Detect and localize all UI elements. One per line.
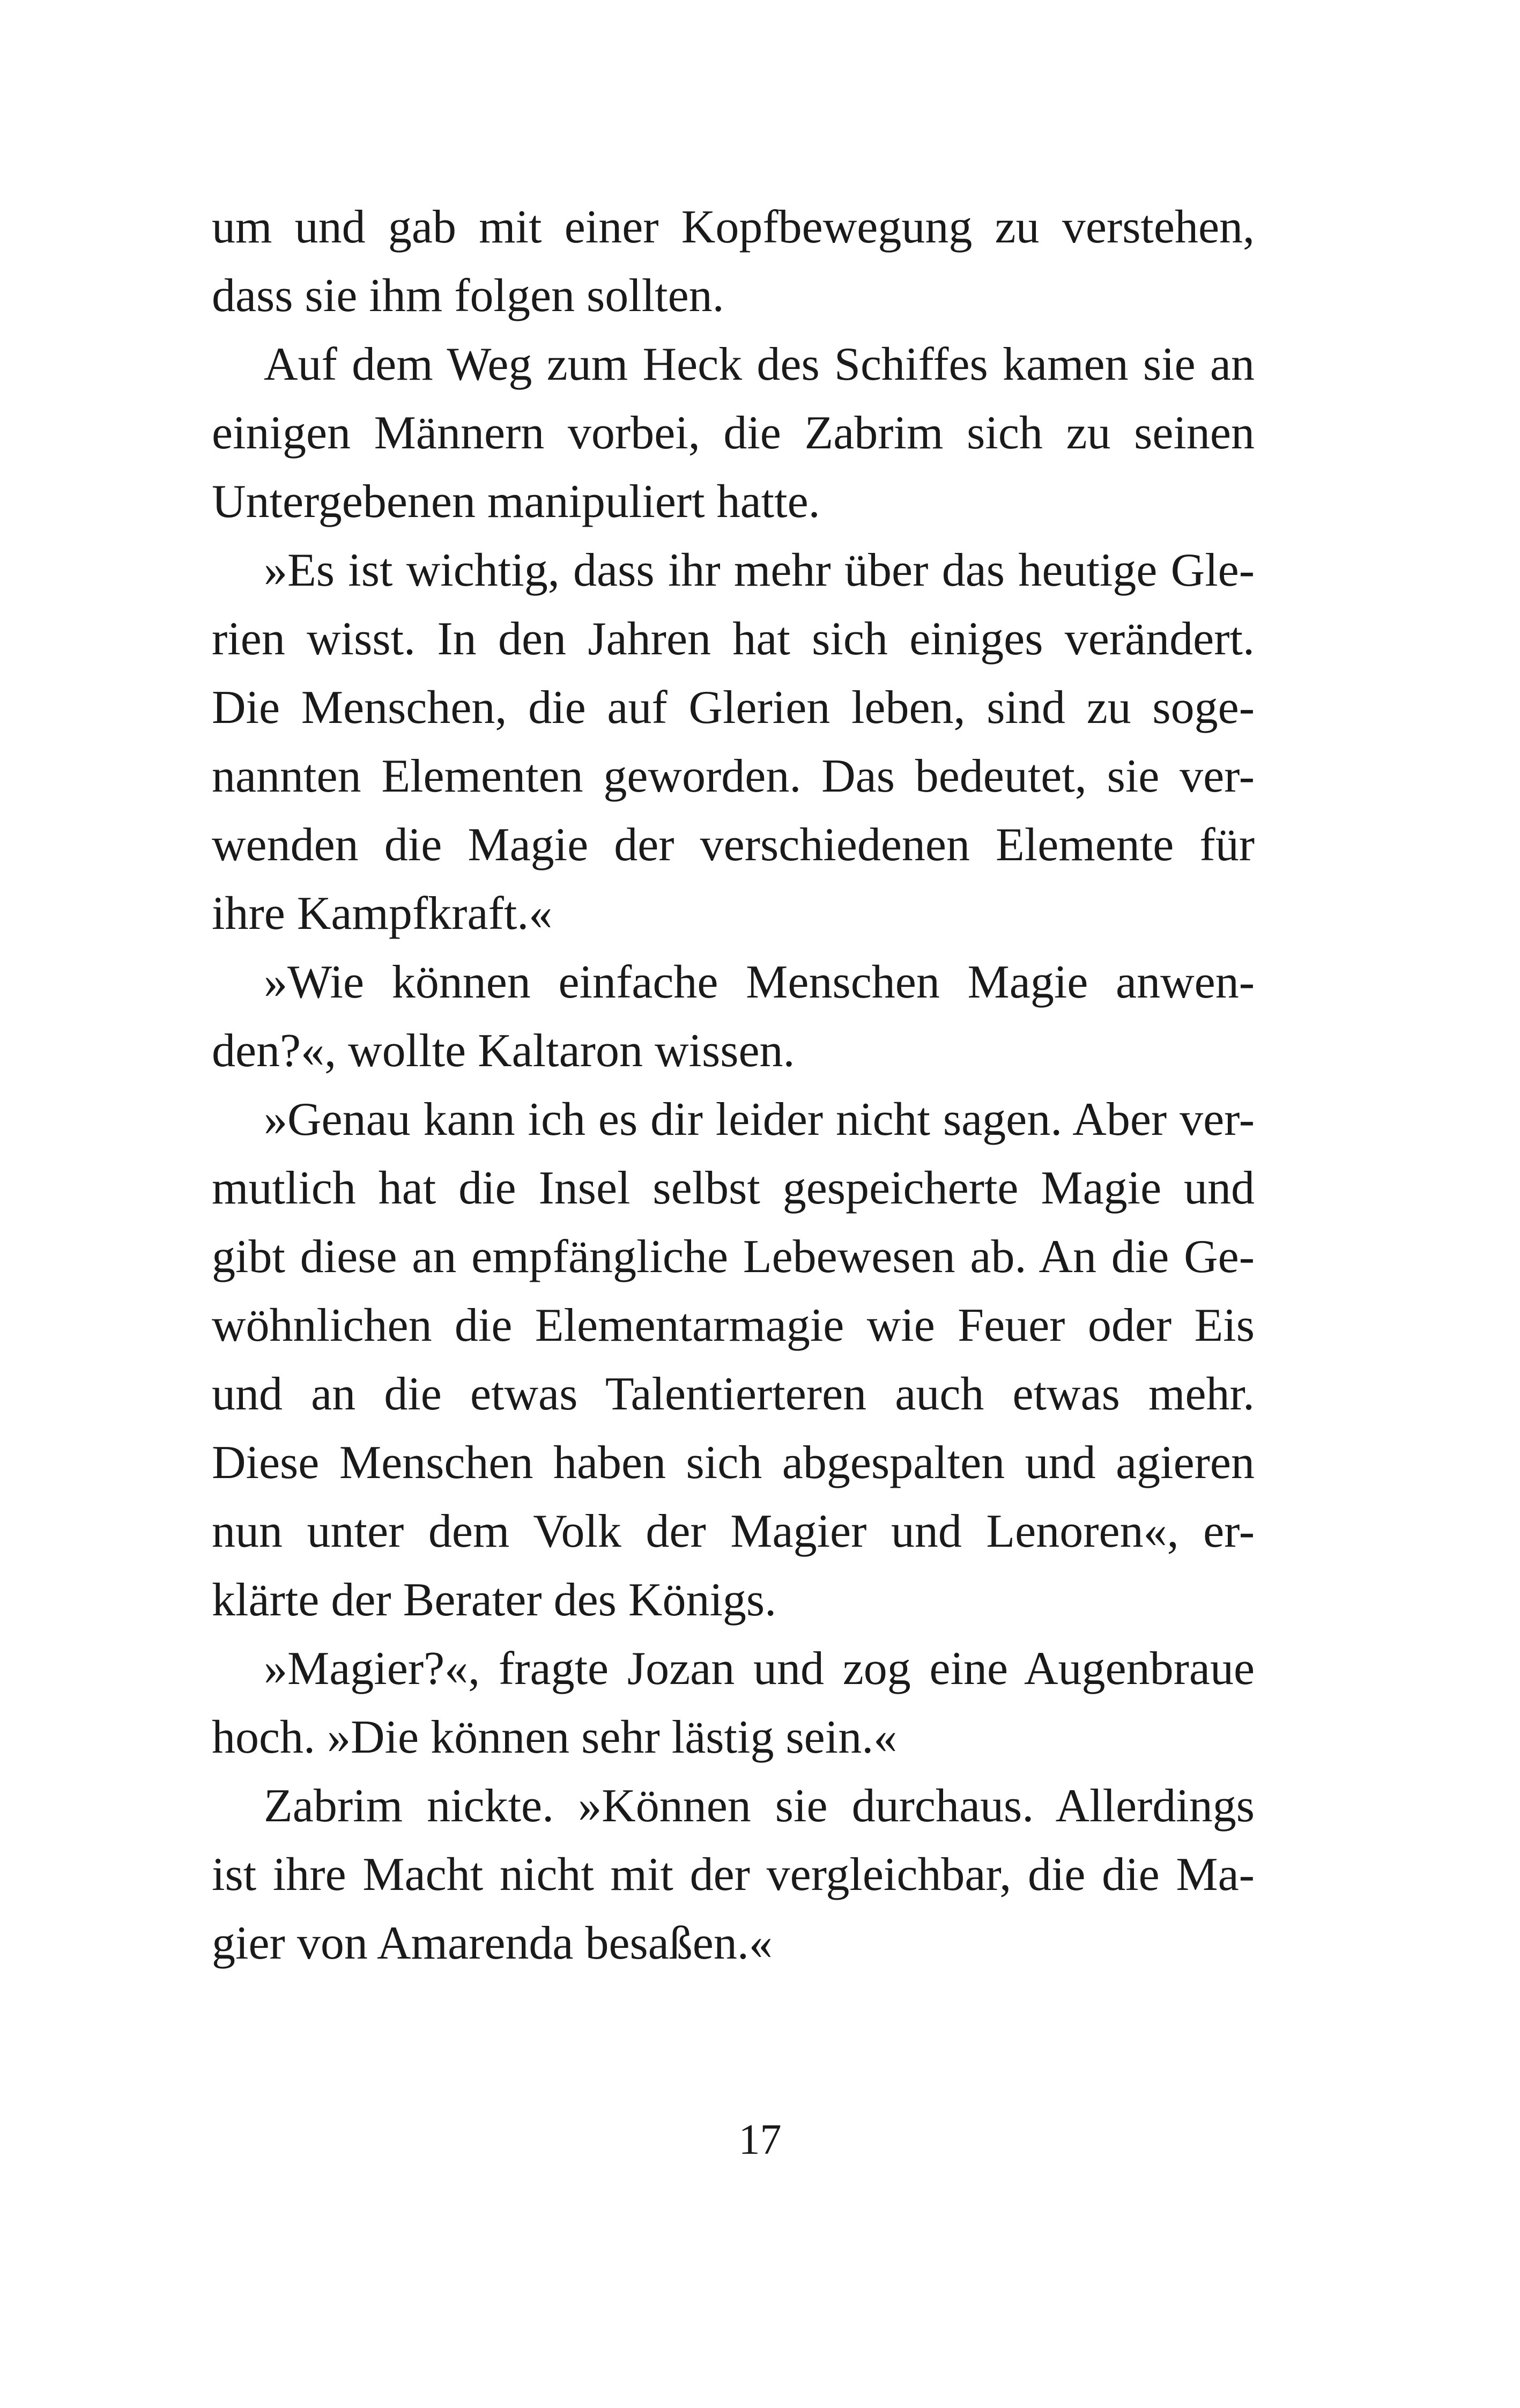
text-line: den?«, wollte Kaltaron wissen. <box>212 1025 795 1077</box>
text-line: dass sie ihm folgen sollten. <box>212 270 724 322</box>
text-line: hoch. »Die können sehr lästig sein.« <box>212 1711 898 1763</box>
text-line: Die Menschen, die auf Glerien leben, sind zu soge- <box>212 682 1255 734</box>
text-line: und an die etwas Talentierteren auch etwas mehr. <box>212 1368 1255 1420</box>
text-line: Diese Menschen haben sich abgespalten und agieren <box>212 1437 1255 1489</box>
text-line: ist ihre Macht nicht mit der vergleichbar, die die Ma- <box>212 1849 1255 1901</box>
text-line: »Genau kann ich es dir leider nicht sagen. Aber ver- <box>264 1094 1255 1146</box>
body-text <box>212 193 1255 1978</box>
text-line: um und gab mit einer Kopfbewegung zu verstehen, <box>212 201 1255 253</box>
page-number: 17 <box>738 2116 782 2163</box>
text-line: Auf dem Weg zum Heck des Schiffes kamen sie an <box>264 338 1255 390</box>
text-line: einigen Männern vorbei, die Zabrim sich zu seinen <box>212 407 1255 459</box>
text-line: Zabrim nickte. »Können sie durchaus. Allerdings <box>264 1780 1255 1832</box>
text-line: mutlich hat die Insel selbst gespeicherte Magie und <box>212 1162 1255 1214</box>
text-line: Untergebenen manipuliert hatte. <box>212 476 820 528</box>
text-line: »Magier?«, fragte Jozan und zog eine Augenbraue <box>264 1643 1255 1695</box>
text-line: nannten Elementen geworden. Das bedeutet, sie ver- <box>212 750 1255 802</box>
text-line: rien wisst. In den Jahren hat sich einiges verändert. <box>212 613 1255 665</box>
text-line: klärte der Berater des Königs. <box>212 1574 777 1626</box>
text-line: wenden die Magie der verschiedenen Elemente für <box>212 819 1255 871</box>
text-line: »Es ist wichtig, dass ihr mehr über das heutige Gle- <box>264 544 1255 596</box>
text-line: »Wie können einfache Menschen Magie anwen- <box>264 956 1255 1008</box>
text-line: ihre Kampfkraft.« <box>212 888 553 940</box>
text-line: gier von Amarenda besaßen.« <box>212 1917 773 1969</box>
text-line: gibt diese an empfängliche Lebewesen ab. An die Ge- <box>212 1231 1255 1283</box>
text-line: wöhnlichen die Elementarmagie wie Feuer oder Eis <box>212 1299 1255 1351</box>
text-line: nun unter dem Volk der Magier und Lenoren«, er- <box>212 1505 1255 1557</box>
